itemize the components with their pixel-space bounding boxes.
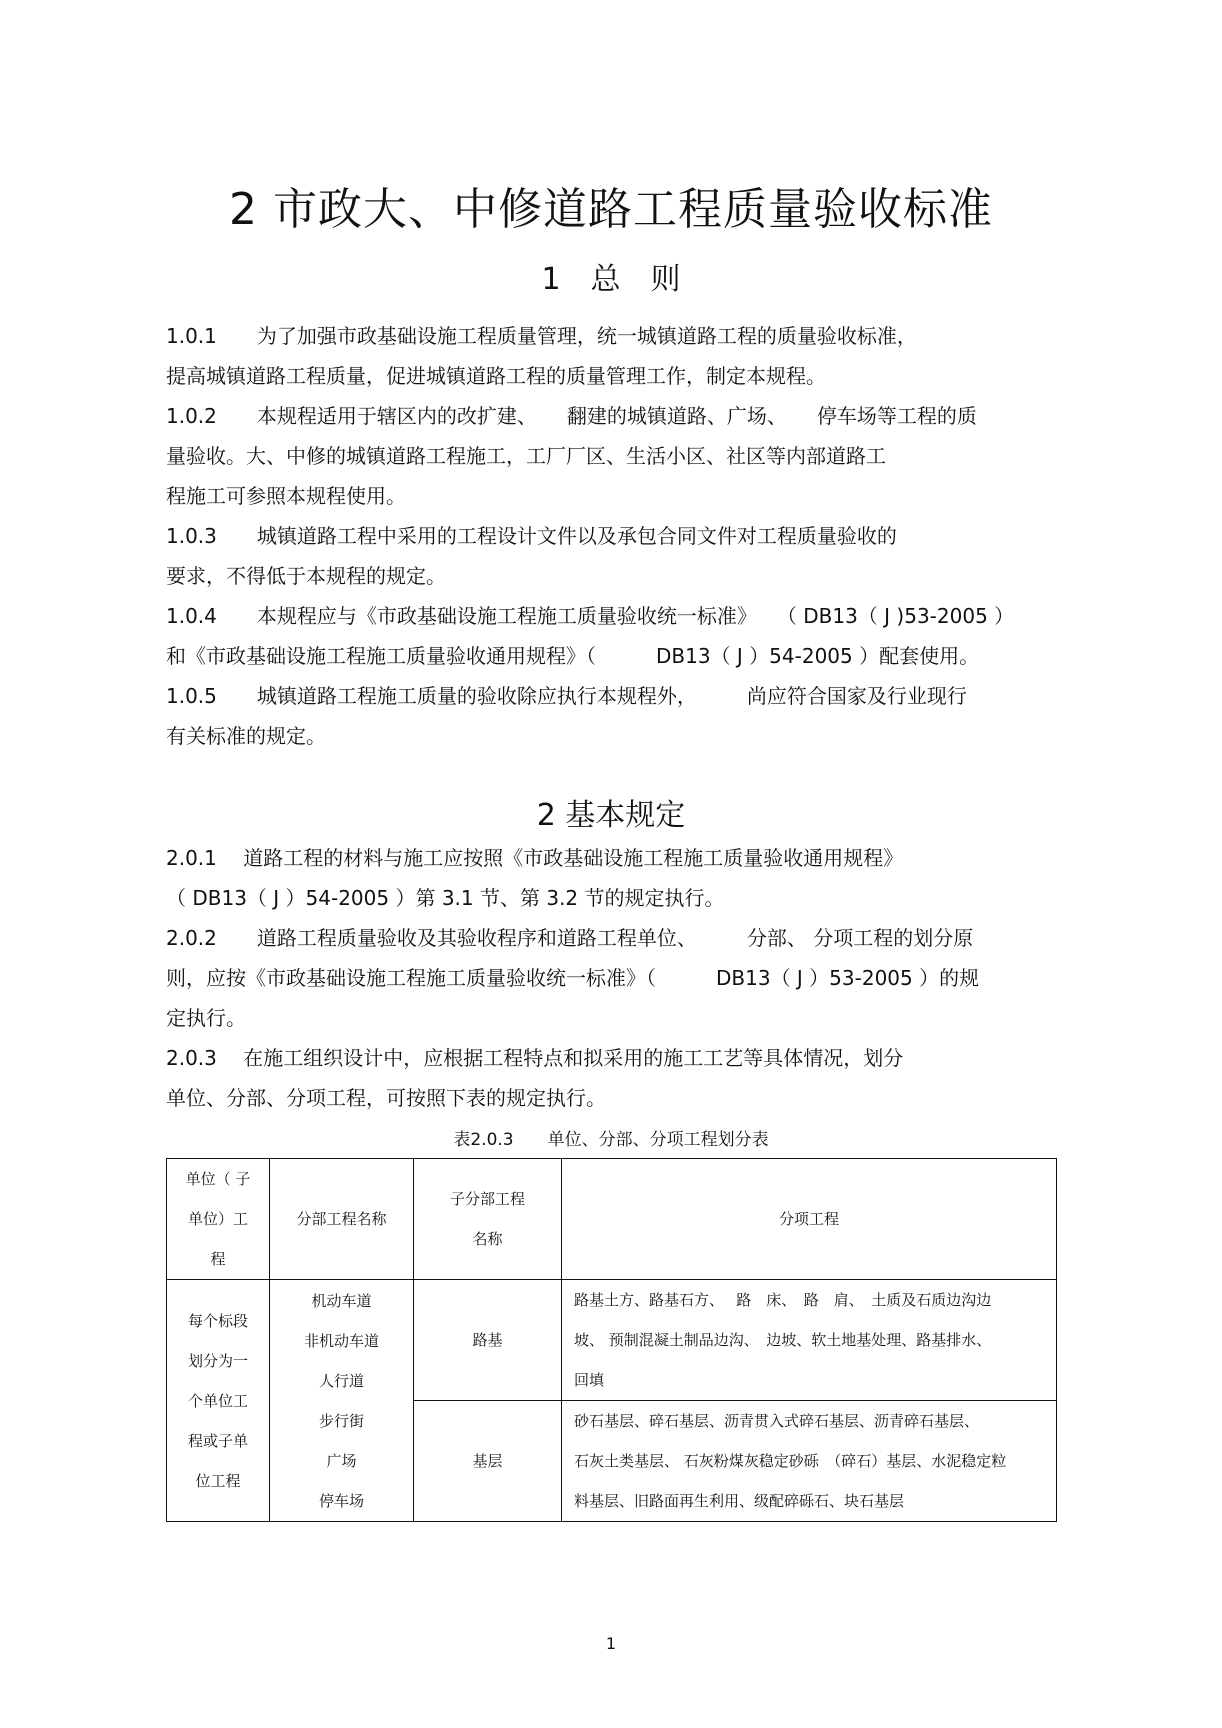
header-subdivision-line: 子分部工程 [449, 1190, 525, 1208]
clause-2-0-1 [166, 838, 1086, 918]
division-cell [270, 1280, 414, 1522]
division-cell-line: 机动车道 [311, 1291, 372, 1310]
text-line: 1.0.2 本规程适用于辖区内的改扩建、 翻建的城镇道路、广场、 停车场等工程的质 [166, 404, 977, 428]
item-cell-line: 料基层、旧路面再生利用、级配碎砾石、块石基层 [574, 1492, 905, 1510]
header-unit-line: 单位（ 子 [185, 1170, 251, 1188]
header-unit-line: 单位）工 [187, 1210, 248, 1228]
item-cell-line: 路基土方、路基石方、 路 床、 路 肩、 土质及石质边沟边 [574, 1291, 992, 1309]
clause-1-0-4 [166, 596, 1086, 676]
text-line: 2.0.1 道路工程的材料与施工应按照《市政基础设施工程施工质量验收通用规程》 [166, 846, 904, 870]
division-cell-line: 人行道 [318, 1371, 364, 1390]
unit-cell-line: 位工程 [195, 1471, 241, 1490]
section-heading-basic-rules: 2 基本规定 [536, 798, 686, 833]
unit-cell-line: 划分为一 [187, 1351, 248, 1370]
text-line: 提高城镇道路工程质量，促进城镇道路工程的质量管理工作，制定本规程。 [166, 364, 826, 388]
item-cell [562, 1280, 1057, 1401]
unit-cell-line: 个单位工 [187, 1391, 248, 1410]
text-line: 则，应按《市政基础设施工程施工质量验收统一标准》（ DB13（ J ）53-2005 ）的规 [166, 966, 980, 990]
item-cell [562, 1401, 1057, 1522]
text-line: 单位、分部、分项工程，可按照下表的规定执行。 [166, 1086, 606, 1110]
table-caption: 表2.0.3 单位、分部、分项工程划分表 [453, 1130, 769, 1150]
clause-1-0-5 [166, 676, 1086, 756]
page-title: 2 市政大、中修道路工程质量验收标准 [229, 184, 993, 235]
text-line: （ DB13（ J ）54-2005 ）第 3.1 节、第 3.2 节的规定执行。 [166, 886, 725, 910]
table-row [167, 1280, 1057, 1401]
unit-cell-line: 程或子单 [187, 1431, 248, 1450]
subdivision-cell: 路基 [414, 1280, 562, 1401]
text-line: 1.0.1 为了加强市政基础设施工程质量管理，统一城镇道路工程的质量验收标准， [166, 324, 917, 348]
text-line: 1.0.3 城镇道路工程中采用的工程设计文件以及承包合同文件对工程质量验收的 [166, 524, 897, 548]
clause-1-0-2 [166, 396, 1086, 516]
header-item: 分项工程 [562, 1159, 1057, 1280]
header-subdivision [414, 1159, 562, 1280]
text-line: 2.0.2 道路工程质量验收及其验收程序和道路工程单位、 分部、 分项工程的划分原 [166, 926, 974, 950]
header-unit [167, 1159, 270, 1280]
text-line: 和《市政基础设施工程施工质量验收通用规程》（ DB13（ J ）54-2005 ）配套使用。 [166, 644, 980, 668]
division-table [166, 1158, 1057, 1522]
header-division: 分部工程名称 [270, 1159, 414, 1280]
page-number: 1 [605, 1634, 617, 1653]
text-line: 定执行。 [166, 1006, 246, 1030]
division-cell-line: 非机动车道 [303, 1331, 379, 1350]
item-cell-line: 砂石基层、碎石基层、沥青贯入式碎石基层、沥青碎石基层、 [574, 1412, 980, 1430]
text-line: 2.0.3 在施工组织设计中，应根据工程特点和拟采用的施工工艺等具体情况，划分 [166, 1046, 904, 1070]
clause-2-0-3 [166, 1038, 1086, 1118]
item-cell-line: 石灰土类基层、 石灰粉煤灰稳定砂砾 （碎石）基层、水泥稳定粒 [574, 1452, 1007, 1470]
header-subdivision-line: 名称 [472, 1230, 503, 1248]
table-header-row [167, 1159, 1057, 1280]
item-cell-line: 回填 [574, 1371, 605, 1389]
text-line: 要求，不得低于本规程的规定。 [166, 564, 446, 588]
subdivision-cell: 基层 [414, 1401, 562, 1522]
text-line: 有关标准的规定。 [166, 724, 326, 748]
clause-1-0-3 [166, 516, 1086, 596]
division-cell-line: 停车场 [318, 1491, 364, 1510]
item-cell-line: 坡、 预制混凝土制品边沟、 边坡、软土地基处理、路基排水、 [574, 1331, 992, 1349]
unit-cell-line: 每个标段 [187, 1311, 248, 1330]
clause-1-0-1 [166, 316, 1086, 396]
clause-2-0-2 [166, 918, 1086, 1038]
text-line: 程施工可参照本规程使用。 [166, 484, 406, 508]
text-line: 1.0.5 城镇道路工程施工质量的验收除应执行本规程外， 尚应符合国家及行业现行 [166, 684, 967, 708]
header-unit-line: 程 [210, 1250, 226, 1268]
text-line: 量验收。大、中修的城镇道路工程施工，工厂厂区、生活小区、社区等内部道路工 [166, 444, 886, 468]
division-cell-line: 步行街 [318, 1411, 364, 1430]
unit-cell [167, 1280, 270, 1522]
division-cell-line: 广场 [326, 1451, 357, 1470]
section-heading-general: 1 总 则 [541, 262, 681, 297]
text-line: 1.0.4 本规程应与《市政基础设施工程施工质量验收统一标准》 （ DB13（ J )53-2005 ） [166, 604, 1015, 628]
